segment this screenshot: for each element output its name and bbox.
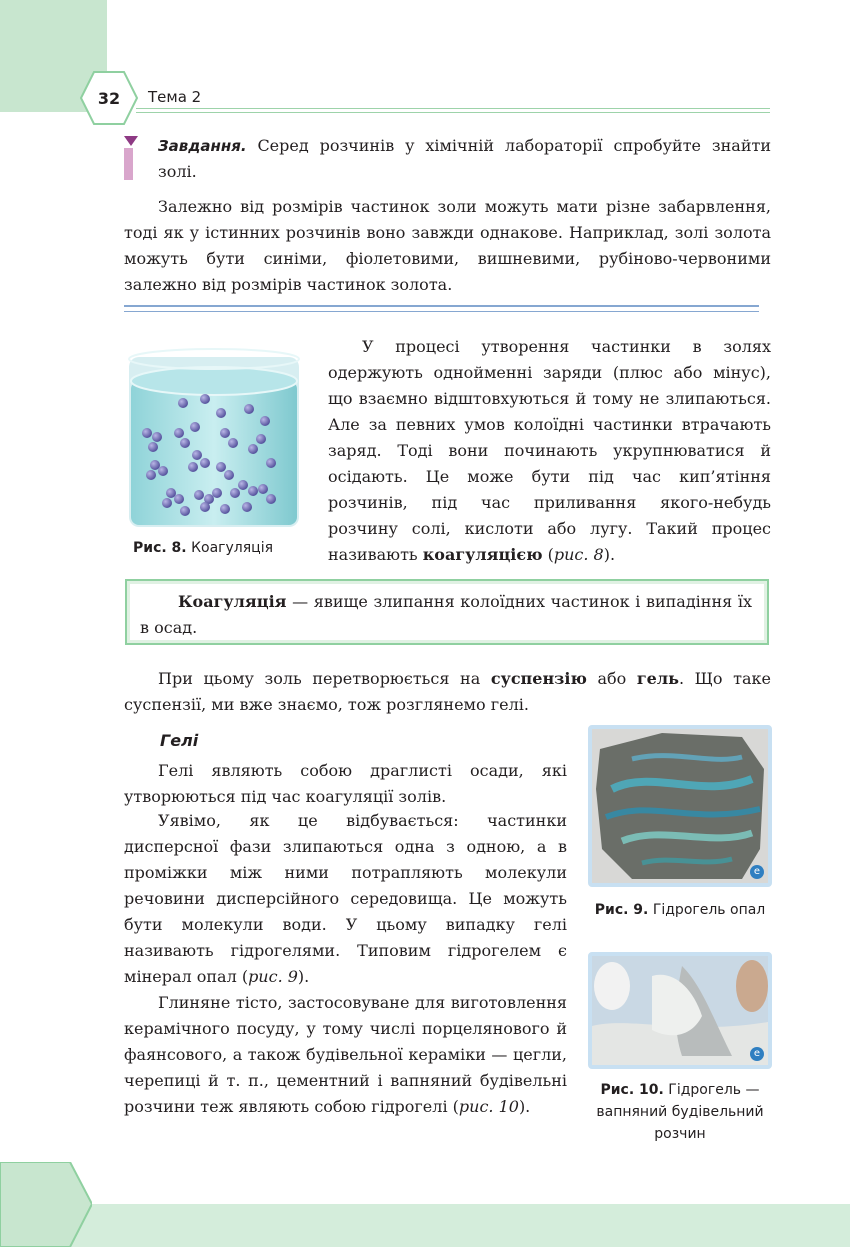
topic-label: Тема 2 [148, 88, 202, 106]
figure-8-caption: Рис. 8. Коагуляція [133, 540, 274, 556]
opal-image [592, 729, 768, 883]
task-marker-bar [124, 148, 133, 180]
footer-hexagon [0, 1162, 92, 1247]
section-separator [124, 305, 759, 307]
paragraph-clay: Глиняне тісто, застосовуване для виготовлення керамічного посуду, у тому числі порцелянового й фаянсового, а також будівельної кераміки — цегли, черепиці й т. п., цементний і вапняний будівельні розчини теж являють собою гідрогелі (рис. 10). [124, 993, 567, 1116]
header-rule-2 [136, 112, 770, 113]
figure-10-caption: Рис. 10. Гідрогель — вапняний будівельний розчин [596, 1082, 764, 1142]
page-number: 32 [97, 88, 121, 108]
mortar-photo[interactable] [588, 952, 772, 1069]
definition-text: Коагуляція — явище злипання колоїдних частинок і випадіння їх в осад. [140, 592, 752, 637]
section-heading-gels: Гелі [160, 731, 199, 750]
paragraph-gels-def: Гелі являють собою драглисті осади, які утворюються під час коагуляції золів. [124, 761, 567, 806]
task-chevron-icon [124, 136, 138, 148]
task-label: Завдання. [158, 137, 247, 155]
paragraph-gels-formation: Уявімо, як це відбувається: частинки дисперсної фази злипаються одна з одною, а в проміжки між ними потрапляють молекули речовини дисперсійного середовища. Це можуть бути молекули води. У цьому випадку гелі називають гідрогелями. Типовим гідрогелем є мінерал опал (рис. 9). [124, 811, 567, 986]
e-resource-icon[interactable]: e [750, 865, 764, 879]
task-text: Серед розчинів у хімічній лабораторії спробуйте знайти золі. [158, 136, 771, 181]
coagulation-beaker-image [125, 343, 305, 533]
e-resource-icon[interactable]: e [750, 1047, 764, 1061]
header-rule [136, 108, 770, 109]
mortar-image [592, 956, 768, 1065]
task-paragraph [158, 133, 771, 185]
opal-photo[interactable] [588, 725, 772, 887]
footer-band [0, 1204, 850, 1247]
paragraph-colors: Залежно від розмірів частинок золи можуть мати різне забарвлення, тоді як у істинних розчинів воно завжди однакове. Наприклад, золі золота можуть бути синіми, фіолетовими, вишневими, рубіново-червоними залежно від розмірів частинок золота. [124, 197, 771, 294]
section-separator-2 [124, 311, 759, 312]
figure-9-caption: Рис. 9. Гідрогель опал [594, 902, 766, 918]
paragraph-suspension: При цьому золь перетворюється на суспензію або гель. Що таке суспензії, ми вже знаємо, тож розглянемо гелі. [124, 669, 771, 714]
paragraph-coagulation: У процесі утворення частинки в золях одержують однойменні заряди (плюс або мінус), що взаємно відштовхуються й тому не злипаються. Але за певних умов колоїдні частинки втрачають заряд. Тоді вони починають укрупнюватися й осідають. Це може бути під час кип’ятіння розчинів, під час приливання якого-небудь розчину солі, кислоти або лугу. Такий процес називають коагуляцією (рис. 8). [328, 337, 771, 564]
